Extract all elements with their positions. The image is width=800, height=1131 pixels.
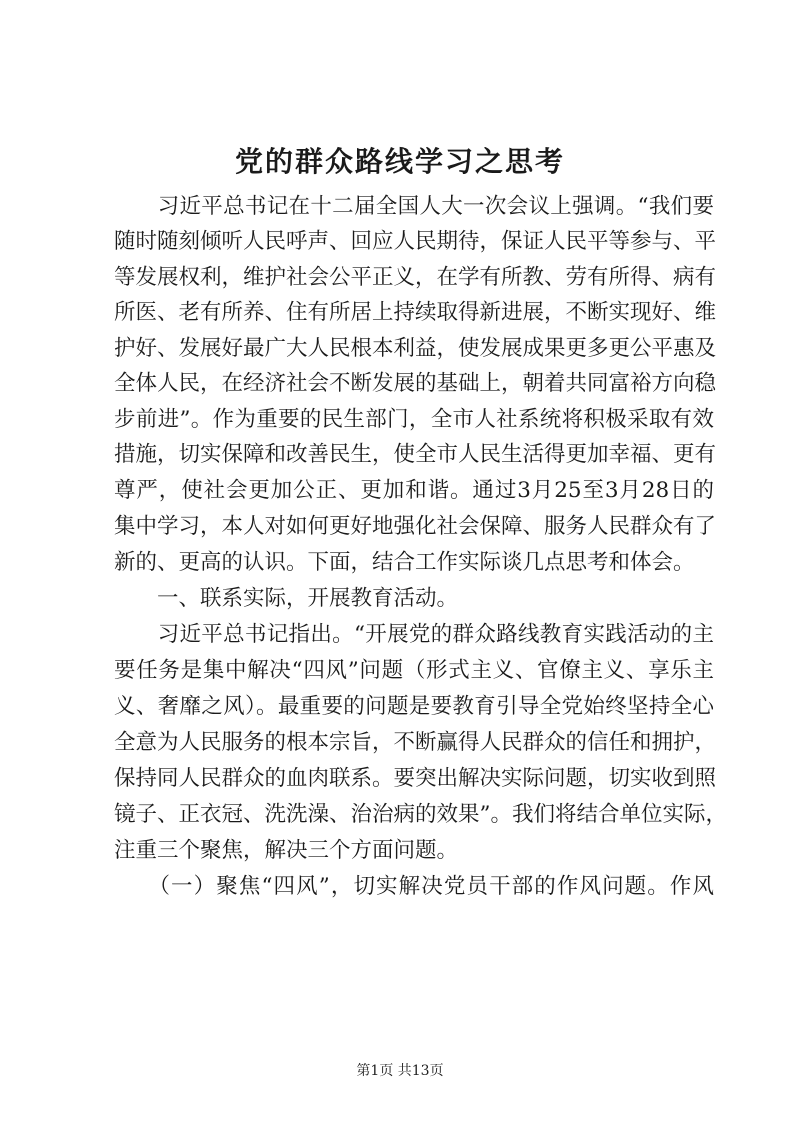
- text-line: 镜子、正衣冠、洗洗澡、治治病的效果”。我们将结合单位实际，: [114, 802, 727, 827]
- text-line: 全意为人民服务的根本宗旨，不断赢得人民群众的信任和拥护，: [114, 730, 717, 755]
- text-line: 等发展权利，维护社会公平正义，在学有所教、劳有所得、病有: [114, 265, 717, 290]
- text-line: 随时随刻倾听人民呼声、回应人民期待，保证人民平等参与、平: [114, 229, 717, 254]
- text-line: 新的、更高的认识。下面，结合工作实际谈几点思考和体会。: [114, 550, 695, 575]
- text-line: 要任务是集中解决“四风”问题（形式主义、官僚主义、享乐主: [114, 658, 714, 683]
- section-heading: 一、联系实际，开展教育活动。: [114, 586, 459, 611]
- page-footer: 第1页 共13页: [356, 1063, 444, 1079]
- subsection-heading: （一）聚焦“四风”，切实解决党员干部的作风问题。作风: [114, 874, 714, 899]
- text-line: 措施，切实保障和改善民生，使全市人民生活得更加幸福、更有: [114, 442, 717, 467]
- text-line: 义、奢靡之风）。最重要的问题是要教育引导全党始终坚持全心: [114, 694, 714, 719]
- text-line: 所医、老有所养、住有所居上持续取得新进展，不断实现好、维: [114, 300, 717, 325]
- text-line: 尊严，使社会更加公正、更加和谐。通过3月25至3月28日的: [114, 478, 714, 503]
- text-line: 集中学习，本人对如何更好地强化社会保障、服务人民群众有了: [114, 514, 717, 539]
- text-line: 习近平总书记在十二届全国人大一次会议上强调。“我们要: [114, 194, 714, 219]
- text-line: 护好、发展好最广大人民根本利益，使发展成果更多更公平惠及: [114, 336, 717, 361]
- text-line: 注重三个聚焦，解决三个方面问题。: [114, 838, 459, 863]
- text-line: 全体人民，在经济社会不断发展的基础上，朝着共同富裕方向稳: [114, 371, 717, 396]
- text-line: 保持同人民群众的血肉联系。要突出解决实际问题，切实收到照: [114, 766, 717, 791]
- text-line: 习近平总书记指出。“开展党的群众路线教育实践活动的主: [114, 622, 714, 647]
- document-title: 党的群众路线学习之思考: [234, 145, 565, 178]
- text-line: 步前进”。作为重要的民生部门，全市人社系统将积极采取有效: [114, 407, 714, 432]
